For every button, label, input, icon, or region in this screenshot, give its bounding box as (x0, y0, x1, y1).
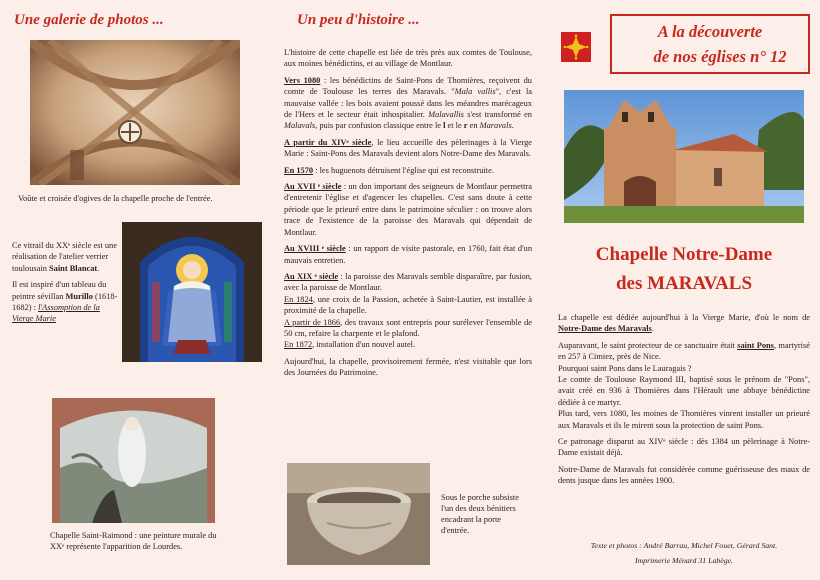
text-letter-l: l (443, 121, 446, 131)
vitrail-painting-link[interactable]: l'Assomption de la Vierge Marie (12, 303, 100, 324)
benitier-caption: Sous le porche subsiste l'un des deux bénitiers encadrant la porte d'entrée. (441, 493, 519, 535)
date-19c: Au XIX ᵉ siècle (284, 271, 339, 281)
pons-text-b: , martyrisé en 257 à Cimiez, près de Nice. (558, 340, 810, 362)
text-1080-d: , puis par confusion classique entre le (315, 121, 444, 131)
dedication-end: . (651, 324, 654, 334)
mural-caption: Chapelle Saint-Raimond : une peinture murale du XXᵉ représente l'apparition de Lourdes. (50, 531, 217, 551)
vault-caption: Voûte et croisée d'ogives de la chapelle proche de l'entrée. (18, 194, 213, 203)
dedication-name: Notre-Dame des Maravals (558, 324, 652, 334)
vitrail-painter: Murillo (65, 291, 93, 301)
text-malavals: Malavals (284, 121, 316, 131)
date-14c: A partir du XIVᵉ siècle (284, 137, 372, 147)
chapel-photo (564, 90, 804, 223)
banner-line-2: de nos églises n° 12 (653, 47, 787, 66)
history-1872 (284, 339, 532, 350)
text-1080-f: en (467, 121, 480, 131)
date-1824: En 1824 (284, 294, 313, 304)
text-1824: , une croix de la Passion, achetée à Saint-Lautier, est installée à proximité de la chapelle. (284, 294, 532, 316)
date-1866: A partir de 1866 (284, 317, 341, 327)
history-1824 (284, 294, 532, 317)
history-19c (284, 271, 532, 294)
occitan-cross-icon (561, 32, 591, 62)
history-today: Aujourd'hui, la chapelle, provisoirement fermée, n'est visitable que lors des Journées du Patrimoine. (284, 356, 532, 378)
credits (558, 538, 810, 568)
history-intro: L'histoire de cette chapelle est liée de très près aux comtes de Toulouse, aux moines bénédictins, et au village de Montlaur. (284, 48, 532, 69)
text-letter-r: r (463, 121, 468, 131)
vault-photo (30, 40, 240, 185)
benitier-photo (287, 463, 430, 565)
text-18c: : un rapport de visite pastorale, en 1760, fait état d'un mauvais entretien. (284, 244, 533, 265)
date-1570: En 1570 (284, 165, 314, 175)
chapel-title-line-2: des MARAVALS (615, 273, 753, 294)
chapel-saint-pons (558, 340, 810, 431)
mural-photo (52, 398, 215, 523)
vitrail-text: Ce vitrail du XXᵉ siècle est une réalisation de l'atelier verrier toulousain Saint Blancat. Il est inspiré d'un tableau du peintre sévillan Murillo (1618-1682) : l'Assomption de la Vierge Marie (12, 241, 118, 324)
gallery-title: Une galerie de photos ... (14, 12, 164, 28)
text-1866: , des travaux sont entrepris pour surélever l'ensemble de 50 cm, refaire la charpente et le plafond. (284, 317, 532, 338)
history-1570 (284, 165, 532, 176)
chapel-dedication (558, 312, 810, 335)
text-1080-end: . (511, 121, 514, 131)
chapel-patronage: Ce patronage disparut au XIVᵉ siècle : dès 1384 un pèlerinage à Notre-Dame existait déjà. (558, 437, 810, 458)
text-mala-vallis: Mala vallis (454, 87, 496, 97)
history-1080 (284, 75, 532, 132)
history-18c (284, 243, 532, 266)
dedication-text: La chapelle est dédiée aujourd'hui à la Vierge Marie, d'où le nom de (558, 313, 810, 322)
text-1080-c: s'est transformé en (463, 110, 532, 120)
text-1872: , installation d'un nouvel autel. (312, 340, 416, 350)
chapel-title (564, 240, 804, 298)
pons-text-e: Plus tard, vers 1080, les moines de Thomières vinrent installer un prieuré aux Maravals et ils le mirent sous la protection de saint Pons. (558, 409, 810, 430)
vitrail-desc-2: Il est inspiré d'un tableau du peintre sévillan (12, 280, 107, 301)
text-maravals: Maravals (479, 121, 512, 131)
date-1872: En 1872 (284, 340, 313, 350)
date-17c: Au XVII ᵉ siècle (284, 182, 342, 192)
history-1866 (284, 317, 532, 340)
history-body (284, 47, 532, 384)
text-malavallis: Malavallis (428, 110, 464, 120)
vitrail-atelier: Saint Blancat (49, 263, 98, 273)
history-14c (284, 137, 532, 160)
pons-text-d: Le comte de Toulouse Raymond III, baptisé sous le prénom de "Pons", avait créé en 936 à Thomières dans l'Hérault une abbaye bénédictine dédiée à ce martyr. (558, 375, 810, 407)
pons-question: Pourquoi saint Pons dans le Lauragais ? (558, 363, 692, 373)
pons-text-a: Auparavant, le saint protecteur de ce sanctuaire était (558, 340, 738, 350)
banner-line-1: A la découverte (657, 22, 763, 41)
vitrail-dates: (1618-1682) : (12, 291, 118, 313)
credits-printer: Imprimerie Ménard 31 Labège. (634, 556, 734, 565)
chapel-healer: Notre-Dame de Maravals fut considérée comme guérisseuse des maux de dents jusque dans les années 1900. (558, 464, 810, 486)
text-14c: , le lieu accueille des pèlerinages à la Vierge Marie : Saint-Pons des Maravals devient alors Notre-Dame des Maravals. (284, 137, 532, 159)
text-17c: : un don important des seigneurs de Montlaur permettra d'entretenir l'église et d'agencer les chapelles. C'est sans doute à cette période que le prieuré entre dans le patrimoine séculier : on trouve alors trace de l'existence de la paroisse des Maravals qui dépendait de Montlaur. (284, 182, 532, 237)
chapel-body (558, 312, 810, 492)
series-banner (610, 14, 810, 74)
stained-glass-photo (122, 222, 262, 362)
credits-authors: Texte et photos : André Barrau, Michel Fouet, Gérard Sant. (590, 541, 778, 550)
text-1080-a: : les bénédictins de Saint-Pons de Thomières, reçoivent du comte de Toulouse les terres des Maravals. " (284, 75, 532, 97)
text-1080-b: ", c'est la mauvaise vallée : les bois avaient poussé dans les méandres marécageux de l'Hers et le secteur était inhospitalier. (284, 87, 533, 120)
text-1080-e: et le (445, 121, 464, 131)
pons-name: saint Pons (737, 340, 774, 350)
history-17c (284, 181, 532, 238)
date-1080: Vers 1080 (284, 75, 321, 85)
history-title: Un peu d'histoire ... (297, 12, 420, 28)
text-1570: : les huguenots détruisent l'église qui est reconstruite. (313, 165, 494, 175)
vitrail-desc-1: Ce vitrail du XXᵉ siècle est une réalisation de l'atelier verrier toulousain (12, 241, 117, 273)
text-19c: : la paroisse des Maravals semble disparaître, par fusion, avec la paroisse de Montlaur. (284, 271, 532, 293)
chapel-title-line-1: Chapelle Notre-Dame (595, 244, 773, 265)
date-18c: Au XVIII ᵉ siècle (284, 244, 346, 254)
